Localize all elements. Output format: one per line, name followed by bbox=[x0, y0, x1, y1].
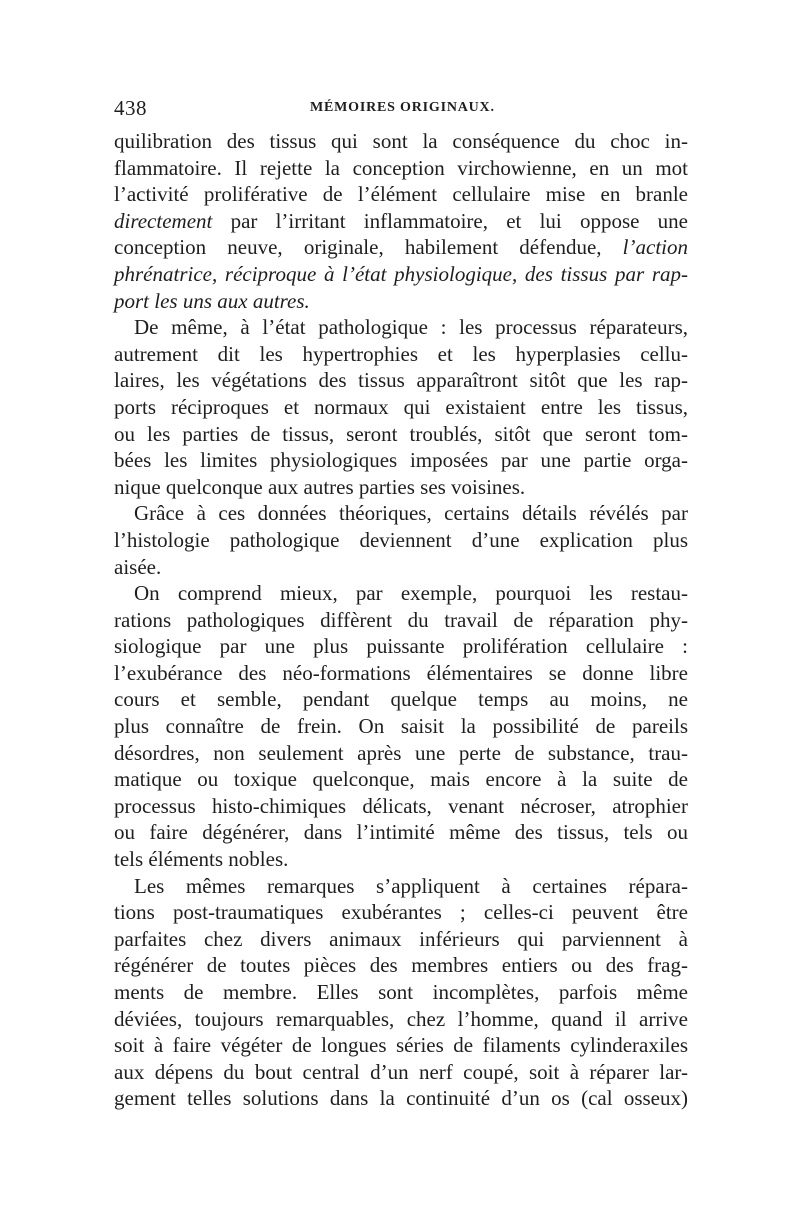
running-title: MÉMOIRES ORIGINAUX. bbox=[310, 100, 495, 115]
text-line: bées les limites physiologiques imposées par une partie orga- bbox=[114, 448, 688, 473]
text-line: Grâce à ces données théoriques, certains détails révélés par bbox=[134, 501, 688, 526]
text-line: l’histologie pathologique deviennent d’une explication plus bbox=[114, 527, 688, 552]
text-line: ments de membre. Elles sont incomplètes, parfois même bbox=[114, 980, 688, 1004]
text-line: autrement dit les hypertrophies et les hyperplasies cellu- bbox=[114, 341, 688, 366]
text-line bbox=[114, 288, 688, 315]
text-line: nique quelconque aux autres parties ses voisines. bbox=[114, 474, 526, 499]
text-line bbox=[114, 234, 688, 261]
text-line: Les mêmes remarques s’appliquent à certaines répara- bbox=[134, 873, 688, 898]
text-line: aisée. bbox=[114, 554, 162, 579]
page-number: 438 bbox=[114, 96, 147, 120]
text-line: aux dépens du bout central d’un nerf coupé, soit à réparer lar- bbox=[114, 1059, 688, 1084]
text-line: quilibration des tissus qui sont la conséquence du choc in- bbox=[114, 129, 688, 153]
text-line: On comprend mieux, par exemple, pourquoi les restau- bbox=[134, 581, 688, 606]
text-run: conception neuve, originale, habilement défendue, bbox=[114, 235, 623, 260]
italic-phrase: directement bbox=[114, 208, 213, 233]
text-line: déviées, toujours remarquables, chez l’homme, quand il arrive bbox=[114, 1006, 688, 1031]
text-line: tels éléments nobles. bbox=[114, 847, 289, 872]
running-head bbox=[114, 96, 688, 120]
text-line: désordres, non seulement après une perte de substance, trau- bbox=[114, 740, 688, 765]
text-line: parfaites chez divers animaux inférieurs qui parviennent à bbox=[114, 926, 688, 951]
text-line: ports réciproques et normaux qui existaient entre les tissus, bbox=[114, 394, 688, 419]
text-body bbox=[114, 128, 688, 1112]
text-line: l’exubérance des néo-formations élémentaires se donne libre bbox=[114, 660, 688, 685]
text-line: ou les parties de tissus, seront troublés, sitôt que seront tom- bbox=[114, 421, 688, 446]
text-line: rations pathologiques diffèrent du travail de réparation phy- bbox=[114, 607, 688, 632]
text-line: tions post-traumatiques exubérantes ; celles-ci peuvent être bbox=[114, 900, 688, 925]
text-line: soit à faire végéter de longues séries de filaments cylinderaxiles bbox=[114, 1033, 688, 1058]
text-line: De même, à l’état pathologique : les processus réparateurs, bbox=[134, 315, 688, 340]
text-line: laires, les végétations des tissus apparaîtront sitôt que les rap- bbox=[114, 368, 688, 393]
text-line: flammatoire. Il rejette la conception virchowienne, en un mot bbox=[114, 155, 688, 180]
text-line: matique ou toxique quelconque, mais encore à la suite de bbox=[114, 767, 688, 792]
text-line bbox=[114, 208, 688, 235]
text-line: gement telles solutions dans la continuité d’un os (cal osseux) bbox=[114, 1086, 688, 1111]
text-line: processus histo-chimiques délicats, venant nécroser, atrophier bbox=[114, 793, 688, 818]
text-line bbox=[114, 261, 688, 288]
text-line: plus connaître de frein. On saisit la possibilité de pareils bbox=[114, 714, 688, 739]
italic-phrase: phrénatrice, réciproque à l’état physiologique, des tissus par rap- bbox=[114, 261, 688, 286]
italic-phrase: port les uns aux autres. bbox=[114, 288, 310, 313]
text-line: siologique par une plus puissante prolifération cellulaire : bbox=[114, 634, 688, 659]
text-run: par l’irritant inflammatoire, et lui oppose une bbox=[212, 208, 688, 233]
text-line: ou faire dégénérer, dans l’intimité même des tissus, tels ou bbox=[114, 820, 688, 845]
italic-phrase: l’action bbox=[622, 235, 688, 260]
text-line: l’activité proliférative de l’élément cellulaire mise en branle bbox=[114, 182, 688, 207]
text-line: cours et semble, pendant quelque temps au moins, ne bbox=[114, 687, 688, 712]
text-line: régénérer de toutes pièces des membres entiers ou des frag- bbox=[114, 953, 688, 978]
